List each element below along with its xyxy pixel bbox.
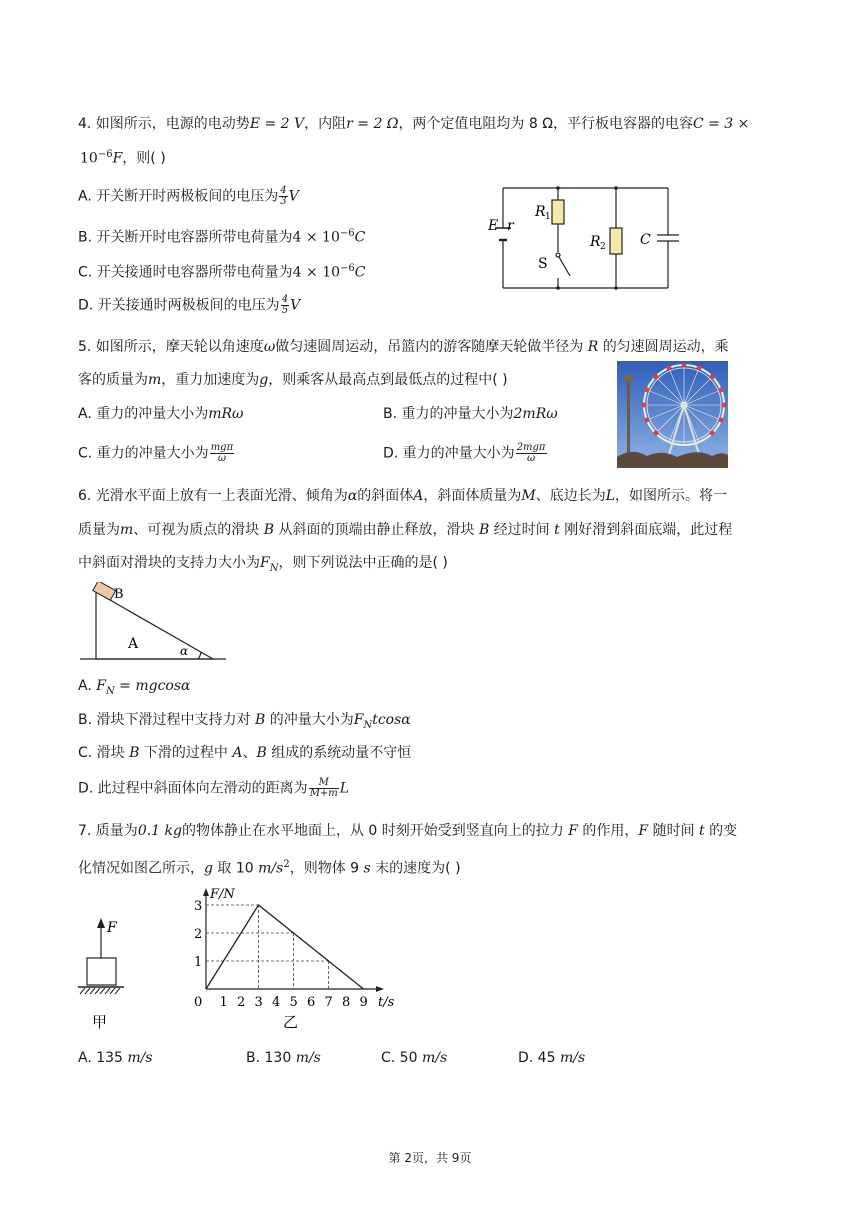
label-R1: R bbox=[535, 204, 546, 220]
q5-stem-line-2: 客的质量为m，重力加速度为g，则乘客从最高点到最低点的过程中( ) bbox=[78, 372, 508, 388]
x-tick-label: 3 bbox=[254, 995, 263, 1010]
x-tick-label: 4 bbox=[272, 995, 281, 1010]
x-tick-label: 1 bbox=[219, 995, 228, 1010]
label-yi: 乙 bbox=[283, 1013, 299, 1031]
q7-option-d[interactable]: D. 45 m/s bbox=[518, 1050, 586, 1066]
label-alpha: α bbox=[180, 644, 189, 658]
x-tick-label: 0 bbox=[194, 995, 203, 1010]
x-tick-label: 7 bbox=[324, 995, 333, 1010]
q6-stem-line-3: 中斜面对滑块的支持力大小为$F_N$，则下列说法中正确的是( ) bbox=[78, 555, 448, 574]
x-tick-label: 5 bbox=[289, 995, 298, 1010]
circuit-diagram bbox=[480, 178, 680, 298]
q7-option-b[interactable]: B. 130 m/s bbox=[246, 1050, 321, 1066]
series-line-force bbox=[206, 905, 364, 989]
q5-stem-line-1: 5. 如图所示，摩天轮以角速度ω做匀速圆周运动，吊篮内的游客随摩天轮做半径为 R 的匀速圆周运动，乘 bbox=[78, 339, 729, 355]
label-r: r bbox=[507, 218, 514, 234]
q6-option-c[interactable]: C. 滑块 B 下滑的过程中 A、B 组成的系统动量不守恒 bbox=[78, 745, 412, 761]
q6-stem-line-2: 质量为m、可视为质点的滑块 B 从斜面的顶端由静止释放，滑块 B 经过时间 t 刚好滑到斜面底端，此过程 bbox=[78, 522, 733, 538]
q7-stem-line-2: 化情况如图乙所示，g 取 10 $m/s^2$，则物体 9 s 末的速度为( ) bbox=[78, 859, 461, 877]
label-R2: R bbox=[590, 234, 601, 250]
x-tick-label: 8 bbox=[342, 995, 351, 1010]
label-R2-sub: 2 bbox=[600, 242, 606, 252]
q6-stem-line-1: 6. 光滑水平面上放有一上表面光滑、倾角为α的斜面体A，斜面体质量为M、底边长为L，如图所示。将一 bbox=[78, 488, 728, 504]
page-footer: 第 2页，共 9页 bbox=[388, 1151, 472, 1165]
q5-option-a[interactable]: A. 重力的冲量大小为mRω bbox=[78, 406, 244, 422]
q4-stem-line-2: $10^{-6}F$，则( ) bbox=[80, 149, 166, 167]
q6-option-d[interactable]: D. 此过程中斜面体向左滑动的距离为 $\frac{M}{M+m}$ L bbox=[78, 777, 350, 799]
q4-option-c[interactable]: C. 开关接通时电容器所带电荷量为$4 \times 10^{-6}C$ bbox=[78, 263, 366, 281]
q6-option-b[interactable]: B. 滑块下滑过程中支持力对 B 的冲量大小为$F_Ntcos\alpha$ bbox=[78, 712, 411, 731]
label-F: F bbox=[107, 920, 117, 936]
x-tick-label: 2 bbox=[237, 995, 246, 1010]
y-tick-label: 2 bbox=[194, 927, 203, 942]
q7-option-c[interactable]: C. 50 m/s bbox=[381, 1050, 448, 1066]
q4-option-d[interactable]: D. 开关接通时两极板间的电压为 $\frac{4}{5}$ V bbox=[78, 294, 301, 316]
ylabel: F/N bbox=[210, 887, 235, 902]
label-C: C bbox=[640, 232, 651, 248]
q4-stem-line-1: 4. 如图所示，电源的电动势E = 2 V，内阻r = 2 Ω，两个定值电阻均为 8 Ω，平行板电容器的电容C = 3 × bbox=[78, 116, 750, 132]
y-tick-label: 3 bbox=[194, 899, 203, 914]
q7-stem-line-1: 7. 质量为0.1 kg的物体静止在水平地面上，从 0 时刻开始受到竖直向上的拉力 F 的作用，F 随时间 t 的变 bbox=[78, 823, 738, 839]
y-tick-label: 1 bbox=[194, 955, 203, 970]
q7-option-a[interactable]: A. 135 m/s bbox=[78, 1050, 153, 1066]
label-B: B bbox=[114, 587, 124, 602]
xlabel: t/s bbox=[378, 995, 395, 1010]
q5-option-b[interactable]: B. 重力的冲量大小为2mRω bbox=[383, 406, 558, 422]
x-tick-label: 9 bbox=[359, 995, 368, 1010]
ferris-wheel-photo bbox=[617, 361, 728, 468]
q4-option-a[interactable]: A. 开关断开时两极板间的电压为 $\frac{4}{3}$ V bbox=[78, 185, 299, 207]
x-axis-arrow bbox=[376, 986, 384, 992]
label-S: S bbox=[538, 256, 548, 272]
y-axis-arrow bbox=[203, 888, 209, 896]
q5-option-d[interactable]: D. 重力的冲量大小为 $\frac{\text{2mgπ}}{\omega}$ bbox=[383, 442, 546, 464]
label-E: E bbox=[488, 218, 499, 234]
label-A: A bbox=[128, 636, 139, 652]
label-jia: 甲 bbox=[92, 1013, 108, 1031]
q4-option-b[interactable]: B. 开关断开时电容器所带电荷量为$4 \times 10^{-6}C$ bbox=[78, 228, 366, 246]
figure-jia bbox=[76, 912, 126, 1032]
label-R1-sub: 1 bbox=[545, 212, 551, 222]
x-tick-label: 6 bbox=[307, 995, 316, 1010]
q6-option-a[interactable]: A. $F_N = mgcos\alpha$ bbox=[78, 678, 191, 697]
q5-option-c[interactable]: C. 重力的冲量大小为 $\frac{\text{mgπ}}{\omega}$ bbox=[78, 442, 234, 464]
incline-diagram bbox=[80, 582, 230, 664]
figure-yi-ft-chart bbox=[188, 882, 398, 1032]
